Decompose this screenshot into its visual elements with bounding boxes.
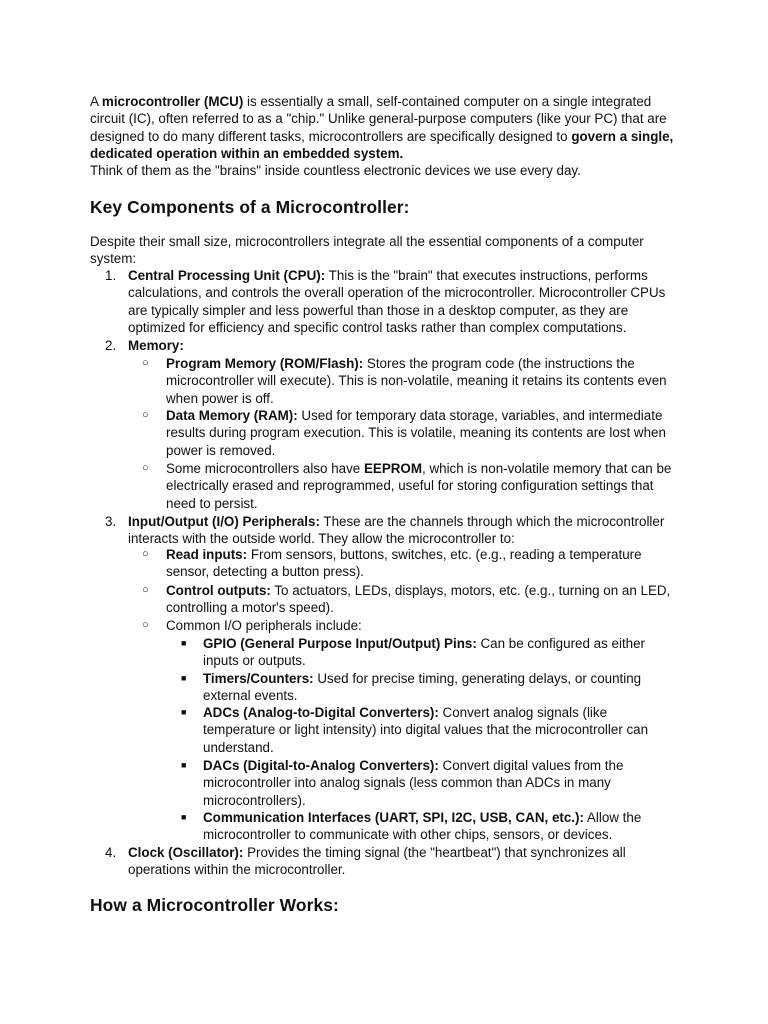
list-item-eeprom bbox=[166, 460, 680, 512]
item-text: Convert digital values from the microcontroller into analog signals (less common than ADCs in many microcontrollers). bbox=[203, 758, 624, 808]
list-item-cpu bbox=[128, 267, 678, 336]
list-item-common-io bbox=[166, 617, 680, 634]
item-term: Memory: bbox=[128, 338, 184, 353]
list-marker: ■ bbox=[181, 760, 187, 770]
list-marker: ○ bbox=[142, 548, 149, 560]
emphasis-text: govern a single, dedicated operation within an embedded system. bbox=[90, 128, 674, 161]
item-term: Program Memory (ROM/Flash): bbox=[166, 356, 364, 371]
item-text: These are the channels through which the microcontroller interacts with the outside world. They allow the microcontroller to: bbox=[128, 514, 665, 547]
list-marker: ○ bbox=[142, 357, 149, 369]
list-item-gpio bbox=[203, 635, 681, 670]
item-term: Clock (Oscillator): bbox=[128, 845, 244, 860]
list-marker: ○ bbox=[142, 462, 149, 474]
item-term: GPIO (General Purpose Input/Output) Pins: bbox=[203, 636, 477, 651]
list-marker: ■ bbox=[181, 707, 187, 717]
intro-paragraph-2: Think of them as the "brains" inside countless electronic devices we use every day. bbox=[90, 163, 581, 178]
intro-paragraph bbox=[90, 93, 680, 162]
item-term: Read inputs: bbox=[166, 547, 248, 562]
item-text: Common I/O peripherals include: bbox=[166, 618, 362, 633]
list-item-io-peripherals bbox=[128, 513, 678, 548]
list-item-memory bbox=[128, 337, 678, 354]
item-text: Used for temporary data storage, variables, and intermediate results during program execution. This is volatile, meaning its contents are lost when power is removed. bbox=[166, 408, 666, 458]
list-marker: ○ bbox=[142, 409, 149, 421]
item-term: Central Processing Unit (CPU): bbox=[128, 268, 326, 283]
list-marker: ○ bbox=[142, 619, 149, 631]
list-item-adcs bbox=[203, 704, 681, 756]
item-term: Communication Interfaces (UART, SPI, I2C, USB, CAN, etc.): bbox=[203, 810, 584, 825]
item-text: From sensors, buttons, switches, etc. (e.g., reading a temperature sensor, detecting a button press). bbox=[166, 547, 642, 580]
list-marker: 4. bbox=[105, 845, 117, 860]
item-text: Can be configured as either inputs or outputs. bbox=[203, 636, 646, 669]
section-heading-how-it-works: How a Microcontroller Works: bbox=[90, 895, 339, 915]
item-text: Stores the program code (the instructions the microcontroller will execute). This is non-volatile, meaning it retains its contents even when power is off. bbox=[166, 356, 667, 406]
list-marker: ■ bbox=[181, 673, 187, 683]
term-mcu: microcontroller (MCU) bbox=[101, 94, 244, 109]
item-text: Provides the timing signal (the "heartbeat") that synchronizes all operations within the microcontroller. bbox=[128, 845, 626, 878]
item-text: Some microcontrollers also have bbox=[166, 461, 364, 476]
list-marker: 2. bbox=[105, 338, 117, 353]
list-item-control-outputs bbox=[166, 582, 680, 617]
item-term: Timers/Counters: bbox=[203, 671, 314, 686]
list-marker: 3. bbox=[105, 514, 117, 529]
item-term: DACs (Digital-to-Analog Converters): bbox=[203, 758, 439, 773]
item-text: Used for precise timing, generating delays, or counting external events. bbox=[203, 671, 642, 704]
list-item-read-inputs bbox=[166, 546, 680, 581]
text-span: A bbox=[90, 94, 102, 109]
list-item-timers bbox=[203, 670, 681, 705]
item-text: Convert analog signals (like temperature or light intensity) into digital values that the microcontroller can understand. bbox=[203, 705, 649, 755]
list-marker: ■ bbox=[181, 638, 187, 648]
item-term: ADCs (Analog-to-Digital Converters): bbox=[203, 705, 439, 720]
list-item-program-memory bbox=[166, 355, 680, 407]
item-text: This is the "brain" that executes instructions, performs calculations, and controls the overall operation of the microcontroller. Microcontroller CPUs are typically simpler and less powerful than those in a desktop computer, as they are optimized for efficiency and specific control tasks rather than complex computations. bbox=[128, 268, 666, 335]
list-item-clock bbox=[128, 844, 678, 879]
text-span: is essentially a small, self-contained computer on a single integrated circuit (IC), often referred to as a "chip." Unlike general-purpose computers (like your PC) that are designed to do many different tasks, microcontrollers are specifically designed to bbox=[90, 94, 667, 144]
item-term: Input/Output (I/O) Peripherals: bbox=[128, 514, 320, 529]
list-marker: ■ bbox=[181, 812, 187, 822]
item-term: EEPROM bbox=[363, 461, 423, 476]
item-text: To actuators, LEDs, displays, motors, etc. (e.g., turning on an LED, controlling a motor's speed). bbox=[166, 583, 671, 616]
item-term: Control outputs: bbox=[166, 583, 271, 598]
section-heading-key-components: Key Components of a Microcontroller: bbox=[90, 197, 410, 217]
list-marker: ○ bbox=[142, 584, 149, 596]
list-item-communication-interfaces bbox=[203, 809, 681, 844]
item-text: , which is non-volatile memory that can be electrically erased and reprogrammed, useful for storing configuration settings that need to persist. bbox=[166, 461, 672, 511]
list-item-data-memory bbox=[166, 407, 680, 459]
section-lead-paragraph: Despite their small size, microcontrollers integrate all the essential components of a computer system: bbox=[90, 234, 644, 267]
item-text: Allow the microcontroller to communicate with other chips, sensors, or devices. bbox=[203, 810, 642, 843]
list-item-dacs bbox=[203, 757, 681, 809]
item-term: Data Memory (RAM): bbox=[166, 408, 298, 423]
list-marker: 1. bbox=[105, 268, 117, 283]
